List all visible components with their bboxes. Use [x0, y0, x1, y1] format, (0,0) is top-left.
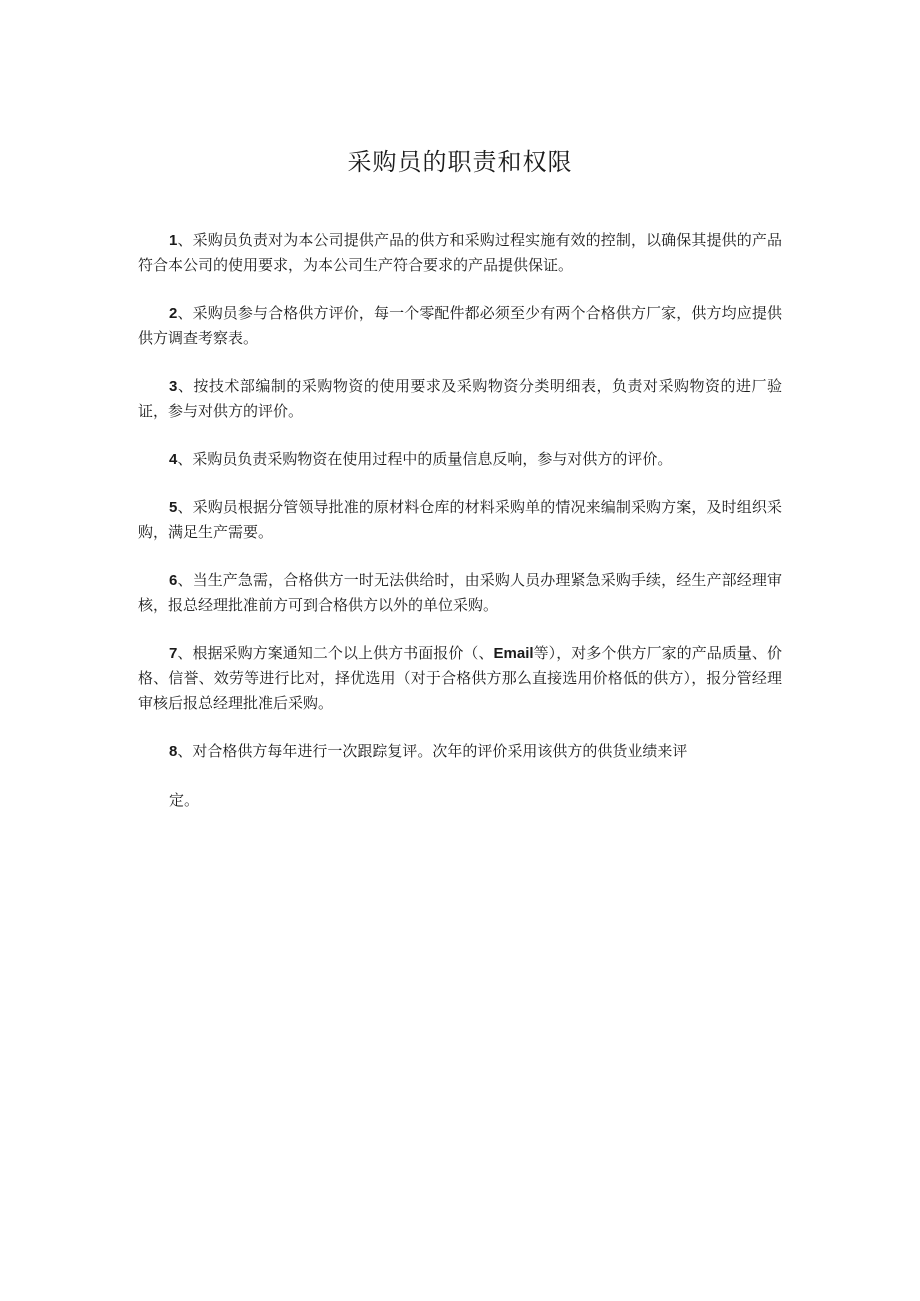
item-number: 8	[169, 743, 178, 760]
item-number: 1	[169, 232, 178, 249]
document-title: 采购员的职责和权限	[347, 148, 573, 176]
paragraph-text: 、采购员负责对为本公司提供产品的供方和采购过程实施有效的控制，以确保其提供的产品符合本公司的使用要求，为本公司生产符合要求的产品提供保证。	[138, 231, 782, 274]
paragraph-continuation: 定。	[169, 791, 200, 809]
paragraph-text: 、按技术部编制的采购物资的使用要求及采购物资分类明细表，负责对采购物资的进厂验证，参与对供方的评价。	[138, 377, 782, 420]
paragraph-1	[138, 228, 782, 278]
item-number: 6	[169, 572, 178, 589]
paragraph-8	[138, 739, 782, 764]
email-text: Email	[493, 645, 534, 662]
paragraph-7	[138, 641, 782, 716]
paragraph-text: 、采购员根据分管领导批准的原材料仓库的材料采购单的情况来编制采购方案，及时组织采购，满足生产需要。	[138, 498, 782, 541]
paragraph-text: 等），对多个供方厂家的产品质量、价格、信誉、效劳等进行比对，择优选用（对于合格供方那么直接选用价格低的供方），报分管经理审核后报总经理批准后采购。	[138, 644, 782, 712]
item-number: 5	[169, 499, 178, 516]
document-body	[138, 228, 782, 813]
paragraph-text: 、对合格供方每年进行一次跟踪复评。次年的评价采用该供方的供货业绩来评	[177, 742, 688, 760]
item-number: 2	[169, 305, 178, 322]
paragraph-text: 、当生产急需，合格供方一时无法供给时，由采购人员办理紧急采购手续，经生产部经理审核，报总经理批准前方可到合格供方以外的单位采购。	[138, 571, 782, 614]
paragraph-text: 、根据采购方案通知二个以上供方书面报价（、	[177, 644, 494, 662]
paragraph-text: 、采购员负责采购物资在使用过程中的质量信息反响，参与对供方的评价。	[177, 450, 673, 468]
item-number: 7	[169, 645, 178, 662]
paragraph-2	[138, 301, 782, 351]
item-number: 3	[169, 378, 178, 395]
paragraph-6	[138, 568, 782, 618]
item-number: 4	[169, 451, 178, 468]
paragraph-text: 、采购员参与合格供方评价，每一个零配件都必须至少有两个合格供方厂家，供方均应提供供方调查考察表。	[138, 304, 782, 347]
paragraph-3	[138, 374, 782, 424]
paragraph-5	[138, 495, 782, 545]
paragraph-4	[138, 447, 782, 472]
